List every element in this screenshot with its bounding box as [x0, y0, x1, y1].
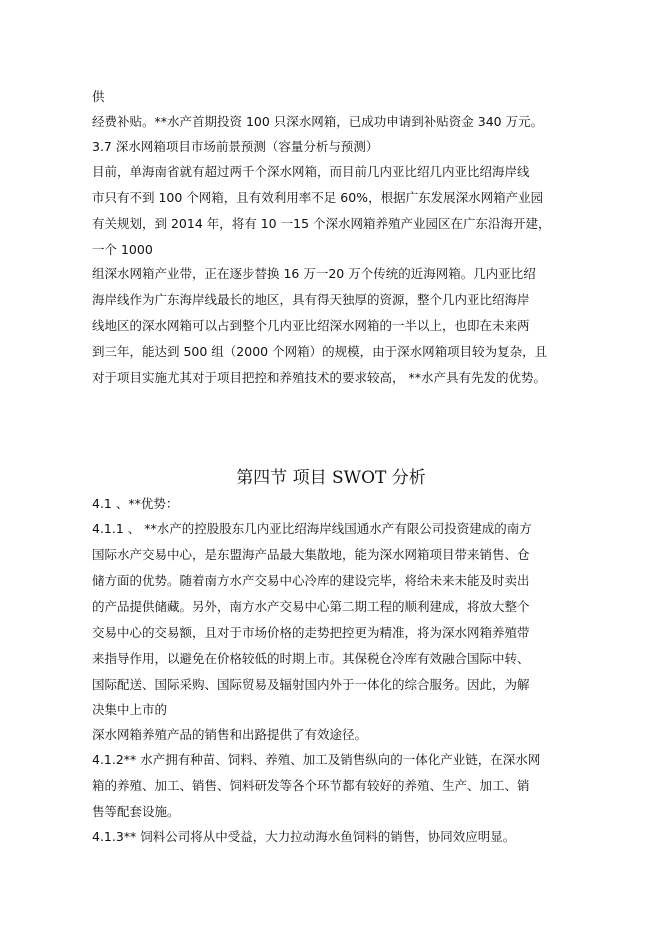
text-line: 经费补贴。**水产首期投资 100 只深水网箱，已成功申请到补贴资金 340 万元。 — [92, 114, 544, 129]
text-line: 组深水网箱产业带，正在逐步替换 16 万一20 万个传统的近海网箱。几内亚比绍 — [92, 266, 536, 281]
text-line: 一个 1000 — [92, 242, 153, 257]
chapter-heading: 第四节 项目 SWOT 分析 — [236, 468, 426, 488]
text-line: 售等配套设施。 — [92, 804, 180, 819]
text-line: 到三年，能达到 500 组（2000 个网箱）的规模，由于深水网箱项目较为复杂，且 — [92, 344, 548, 359]
text-line: 4.1.2** 水产拥有种苗、饲料、养殖、加工及销售纵向的一体化产业链，在深水网 — [92, 752, 541, 767]
text-line: 国际配送、国际采购、国际贸易及辐射国内外于一体化的综合服务。因此，为解 — [92, 677, 530, 692]
text-line: 目前，单海南省就有超过两千个深水网箱，而目前几内亚比绍几内亚比绍海岸线 — [92, 164, 530, 179]
subsection-title-4-1: 4.1 、**优势： — [92, 496, 179, 511]
text-line: 储方面的优势。随着南方水产交易中心冷库的建设完毕，将给未来未能及时卖出 — [92, 573, 530, 588]
text-line: 深水网箱养殖产品的销售和出路提供了有效途径。 — [92, 727, 368, 742]
section-title-3-7: 3.7 深水网箱项目市场前景预测（容量分析与预测） — [92, 139, 379, 154]
text-line: 对于项目实施尤其对于项目把控和养殖技术的要求较高， **水产具有先发的优势。 — [92, 370, 546, 385]
text-line: 的产品提供储藏。另外，南方水产交易中心第二期工程的顺利建成，将放大整个 — [92, 599, 530, 614]
text-line: 海岸线作为广东海岸线最长的地区，具有得天独厚的资源，整个几内亚比绍海岸 — [92, 292, 530, 307]
text-line: 有关规划，到 2014 年，将有 10 一15 个深水网箱养殖产业园区在广东沿海开建， — [92, 216, 551, 231]
text-line: 供 — [92, 89, 105, 104]
text-line: 交易中心的交易额，且对于市场价格的走势把控更为精准，将为深水网箱养殖带 — [92, 625, 530, 640]
text-line: 决集中上市的 — [92, 702, 168, 717]
text-line: 市只有不到 100 个网箱，且有效利用率不足 60%，根据广东发展深水网箱产业园 — [92, 190, 544, 205]
text-line: 4.1.3** 饲料公司将从中受益，大力拉动海水鱼饲料的销售，协同效应明显。 — [92, 829, 516, 844]
text-line: 线地区的深水网箱可以占到整个几内亚比绍深水网箱的一半以上，也即在未来两 — [92, 318, 530, 333]
text-line: 箱的养殖、加工、销售、饲料研发等各个环节都有较好的养殖、生产、加工、销 — [92, 778, 530, 793]
text-line: 国际水产交易中心，是东盟海产品最大集散地，能为深水网箱项目带来销售、仓 — [92, 547, 530, 562]
text-line: 4.1.1 、 **水产的控股股东几内亚比绍海岸线国通水产有限公司投资建成的南方 — [92, 521, 532, 536]
text-line: 来指导作用，以避免在价格较低的时期上市。其保税仓冷库有效融合国际中转、 — [92, 651, 530, 666]
